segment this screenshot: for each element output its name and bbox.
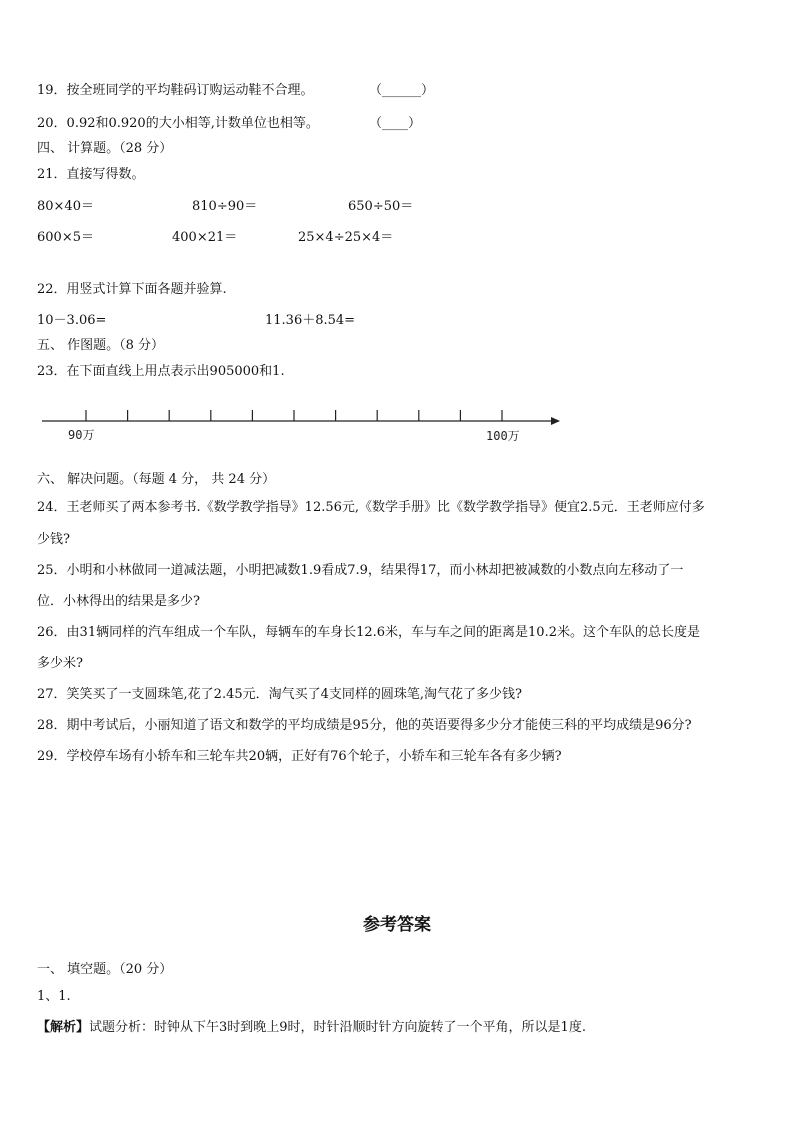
calc-item: 650÷50＝ [348, 199, 414, 214]
answer-section-heading-1: 一、 填空题。（20 分） [37, 962, 173, 977]
number-line [0, 395, 794, 455]
question-25-line2: 位．小林得出的结果是多少? [37, 594, 200, 609]
analysis-text: 试题分析：时钟从下午3时到晚上9时，时针沿顺时针方向旋转了一个平角，所以是1度. [89, 1020, 586, 1035]
question-29: 29．学校停车场有小轿车和三轮车共20辆，正好有76个轮子，小轿车和三轮车各有多少辆? [37, 749, 562, 764]
question-24-line2: 少钱? [37, 532, 70, 547]
question-21: 21．直接写得数。 [37, 167, 145, 182]
answer-1: 1、1. [37, 989, 71, 1004]
question-20-text: 20．0.92和0.920的大小相等,计数单位也相等。 [37, 116, 319, 131]
question-25-line1: 25．小明和小林做同一道减法题，小明把减数1.9看成7.9，结果得17，而小林却把被减数的小数点向左移动了一 [37, 563, 684, 578]
vertical-calc-item: 11.36＋8.54= [265, 313, 356, 328]
calc-item: 25×4÷25×4＝ [298, 230, 394, 245]
calc-item: 600×5＝ [37, 230, 94, 245]
section-heading-6: 六、 解决问题。（每题 4 分， 共 24 分） [37, 472, 276, 487]
section-heading-5: 五、 作图题。（8 分） [37, 338, 165, 353]
question-26-line1: 26．由31辆同样的汽车组成一个车队，每辆车的车身长12.6米，车与车之间的距离是10.2米。这个车队的总长度是 [37, 625, 700, 640]
calc-item: 810÷90＝ [192, 199, 258, 214]
number-line-right-label: 100万 [486, 429, 520, 443]
answer-key-title: 参考答案 [363, 915, 431, 935]
question-24-line1: 24．王老师买了两本参考书.《数学教学指导》12.56元,《数学手册》比《数学教学指导》便宜2.5元．王老师应付多 [37, 500, 705, 515]
answer-blank: （______） [369, 83, 435, 98]
question-20 [37, 116, 422, 132]
question-19-text: 19．按全班同学的平均鞋码订购运动鞋不合理。 [37, 83, 314, 98]
answer-1-analysis [37, 1020, 586, 1036]
answer-blank: （____） [369, 116, 422, 131]
question-28: 28．期中考试后，小丽知道了语文和数学的平均成绩是95分，他的英语要得多少分才能使三科的平均成绩是96分? [37, 718, 692, 733]
question-27: 27．笑笑买了一支圆珠笔,花了2.45元．淘气买了4支同样的圆珠笔,淘气花了多少钱? [37, 687, 522, 702]
question-23: 23．在下面直线上用点表示出905000和1. [37, 364, 285, 379]
question-19 [37, 83, 435, 99]
analysis-tag: 【解析】 [37, 1020, 90, 1035]
question-22: 22．用竖式计算下面各题并验算. [37, 282, 227, 297]
arrow-head-icon [551, 417, 560, 425]
calc-item: 400×21＝ [172, 230, 238, 245]
calc-item: 80×40＝ [37, 199, 94, 214]
number-line-left-label: 90万 [68, 428, 95, 442]
vertical-calc-item: 10－3.06= [37, 313, 107, 328]
question-26-line2: 多少米? [37, 656, 83, 671]
section-heading-4: 四、 计算题。（28 分） [37, 141, 173, 156]
